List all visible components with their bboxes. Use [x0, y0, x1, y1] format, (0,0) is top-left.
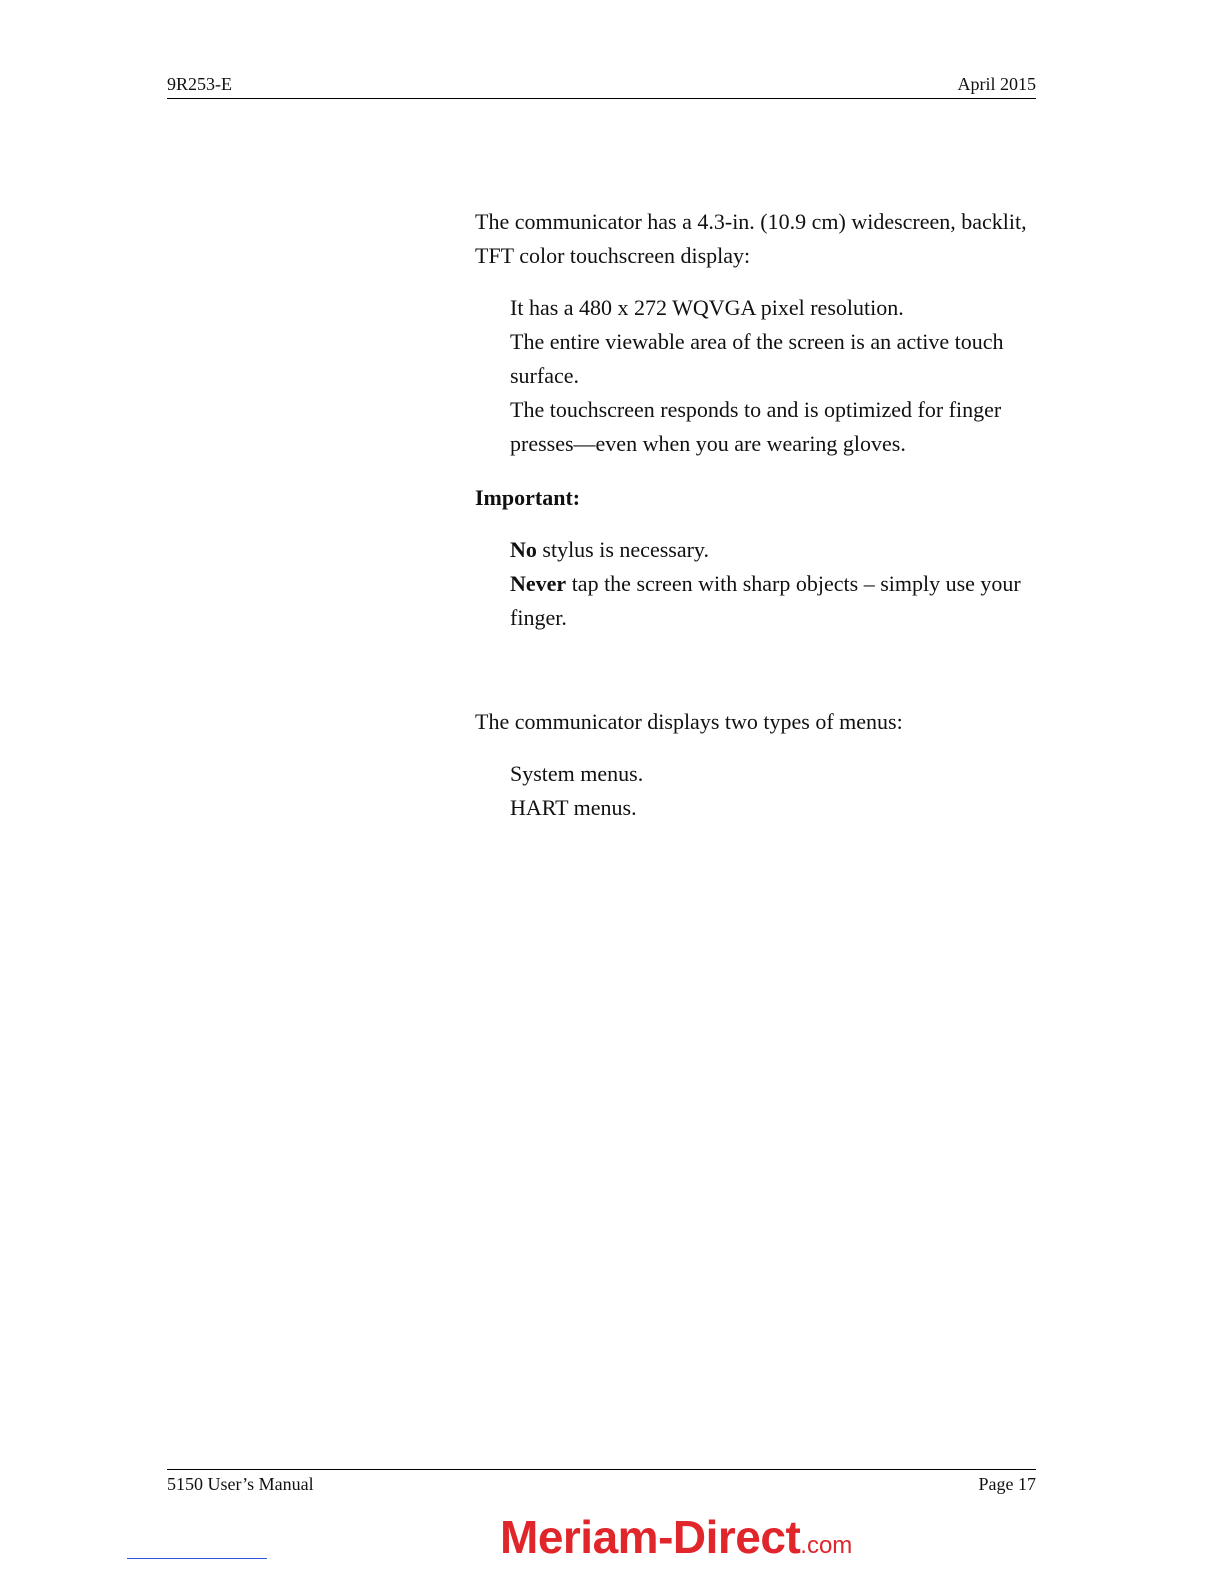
important-list [475, 533, 1035, 635]
display-bullet-list [475, 291, 1035, 461]
emphasis-text: No [510, 537, 537, 562]
emphasis-text: Never [510, 571, 567, 596]
brand-name: Meriam-Direct [500, 1511, 801, 1563]
list-item: The entire viewable area of the screen is an active touch surface. [510, 329, 1004, 388]
menus-bullet-list [475, 757, 1035, 825]
list-item [510, 533, 1035, 567]
page-content [475, 205, 1035, 825]
manual-title: 5150 User’s Manual [167, 1474, 314, 1494]
list-item [510, 567, 1035, 635]
link-underline[interactable] [127, 1558, 267, 1559]
page-header [167, 72, 1036, 99]
list-item: System menus. [510, 761, 644, 786]
page-number: Page 17 [978, 1474, 1036, 1494]
list-item: HART menus. [510, 795, 637, 820]
list-item: The touchscreen responds to and is optimized for finger presses—even when you are wearing gloves. [510, 397, 1002, 456]
item-text: stylus is necessary. [536, 537, 709, 562]
brand-logo[interactable] [500, 1510, 852, 1564]
page-footer [167, 1469, 1036, 1498]
doc-date: April 2015 [957, 74, 1036, 94]
display-intro: The communicator has a 4.3-in. (10.9 cm) widescreen, backlit, TFT color touchscreen display: [475, 209, 1027, 268]
important-label: Important: [475, 485, 581, 510]
brand-suffix: .com [800, 1532, 853, 1559]
item-text: tap the screen with sharp objects – simply use your finger. [510, 571, 1021, 630]
list-item: It has a 480 x 272 WQVGA pixel resolution. [510, 295, 904, 320]
doc-id: 9R253-E [167, 74, 232, 94]
menus-intro: The communicator displays two types of menus: [475, 709, 903, 734]
